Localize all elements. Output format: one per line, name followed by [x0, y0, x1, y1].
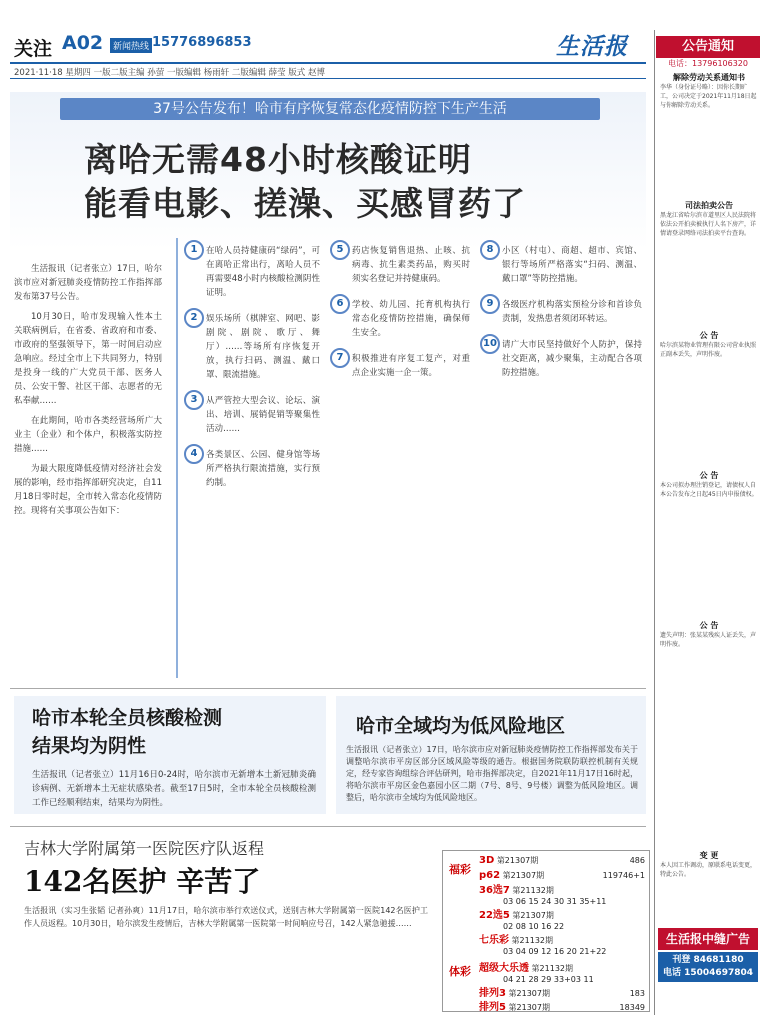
ads-footer-phone: 电话 15004697804 — [662, 968, 754, 978]
top-story-lead — [14, 262, 162, 524]
ad-heading: 公 告 — [699, 471, 719, 480]
top-story-kicker: 37号公告发布！哈市有序恢复常态化疫情防控下生产生活 — [60, 98, 600, 120]
lottery-row: 排列3 第21307期 183 — [479, 988, 645, 999]
story-jilin-headline: 142名医护 辛苦了 — [24, 865, 261, 898]
item-text: 小区（村屯）、商超、超市、宾馆、银行等场所严格落实“扫码、测温、戴口罩”等防控措施。 — [502, 246, 642, 284]
lottery-box — [442, 850, 650, 1012]
ad-heading: 公 告 — [699, 621, 719, 630]
ad-item — [660, 200, 758, 238]
item-number-badge: 8 — [480, 240, 500, 260]
item-number-badge: 4 — [184, 444, 204, 464]
ad-text: 哈尔滨某物业管理有限公司营业执照正副本丢失，声明作废。 — [660, 342, 757, 358]
ads-footer-contact — [658, 952, 758, 982]
item-text: 从严管控大型会议、论坛、演出、培训、展销促销等聚集性活动…… — [206, 396, 320, 434]
item-text: 娱乐场所（棋牌室、网吧、影剧院、剧院、歌厅、舞厅）……等场所有序恢复开放，执行扫码、测温、戴口罩、限流措施。 — [206, 314, 320, 380]
lead-paragraph: 为最大限度降低疫情对经济社会发展的影响，经市指挥部研究决定，自11月18日零时起，全市转入常态化疫情防控。现将有关事项公告如下： — [14, 464, 162, 516]
headline-line-1: 离哈无需48小时核酸证明 — [84, 140, 472, 179]
page-number: A02 — [62, 32, 104, 54]
sports-lottery-logo: 体彩 — [449, 965, 471, 978]
ad-item — [660, 72, 758, 110]
lead-paragraph: 在此期间，哈市各类经营场所广大业主（企业）和个体户，积极落实防控措施…… — [14, 416, 162, 454]
dateline: 2021·11·18 星期四 一版二版主编 孙萤 一版编辑 杨雨轩 二版编辑 薛莹 版式 赵博 — [14, 68, 325, 78]
lottery-row: 七乐彩 第21132期 — [479, 935, 553, 946]
story-jilin-body: 生活报讯（实习生张韬 记者孙爽）11月17日，哈尔滨市举行欢送仪式，送别吉林大学附属第一医院142名医护工作人员返程。10月30日，哈尔滨发生疫情后，吉林大学附属第一医院第一时间响应号召，142人紧急驰援…… — [24, 906, 428, 928]
ad-heading: 司法拍卖公告 — [685, 201, 733, 210]
item-text: 学校、幼儿园、托育机构执行常态化疫情防控措施，确保师生安全。 — [352, 300, 470, 338]
items-column-1 — [184, 240, 320, 498]
ads-phone: 电话：13796106320 — [668, 59, 748, 68]
lottery-row: 超级大乐透 第21132期 — [479, 963, 573, 974]
ad-item — [660, 470, 758, 499]
hotline-phone: 15776896853 — [152, 35, 252, 50]
ad-text: 李华（身份证号略）：因你长期旷工，公司决定于2021年11月18日起与你解除劳动关系。 — [660, 84, 757, 109]
lottery-row: p62 第21307期 119746+1 — [479, 870, 645, 881]
lottery-row: 22选5 第21307期 — [479, 910, 554, 921]
item-text: 请广大市民坚持做好个人防护，保持社交距离，减少聚集，主动配合各项防控措施。 — [502, 340, 642, 378]
item-text: 积极推进有序复工复产，对重点企业实施一企一策。 — [352, 354, 470, 378]
lottery-results — [479, 855, 645, 1013]
items-column-3 — [480, 240, 642, 388]
ad-item — [660, 850, 758, 879]
ad-item — [660, 330, 758, 359]
lottery-row: 3D 第21307期 486 — [479, 855, 645, 866]
item-number-badge: 6 — [330, 294, 350, 314]
lottery-row: 排列5 第21307期 18349 — [479, 1002, 645, 1013]
ads-footer-phone: 刊登 84681180 — [672, 955, 744, 965]
item-number-badge: 2 — [184, 308, 204, 328]
section-divider — [10, 826, 646, 827]
welfare-lottery-logo: 福彩 — [449, 863, 471, 876]
lottery-row: 36选7 第21132期 — [479, 885, 554, 896]
ad-heading: 公 告 — [699, 331, 719, 340]
lottery-numbers: 02 08 10 16 22 — [503, 922, 565, 931]
lead-paragraph: 生活报讯（记者张立）17日，哈尔滨市应对新冠肺炎疫情防控工作指挥部发布第37号公告。 — [14, 264, 162, 302]
item-text: 药店恢复销售退热、止咳、抗病毒、抗生素类药品，购买时须实名登记并持健康码。 — [352, 246, 470, 284]
ad-text: 本人因工作调动，原联系电话变更，特此公告。 — [660, 862, 757, 878]
headline-line-1: 哈市本轮全员核酸检测 — [32, 707, 223, 729]
section-title: 关注 — [14, 38, 53, 60]
hotline-label: 新闻热线 — [110, 38, 152, 53]
ads-title: 公告通知 — [656, 36, 760, 58]
ad-text: 黑龙江省哈尔滨市道里区人民法院将依法公开拍卖被执行人名下房产，详情请登录网络司法拍卖平台查询。 — [660, 212, 757, 237]
item-text: 各级医疗机构落实预检分诊和首诊负责制，发热患者须闭环转运。 — [502, 300, 642, 324]
item-text: 各类景区、公园、健身馆等场所严格执行限流措施，实行预约制。 — [206, 450, 320, 488]
lottery-numbers: 03 06 15 24 30 31 35+11 — [503, 897, 607, 906]
headline-line-2: 能看电影、搓澡、买感冒药了 — [84, 184, 526, 223]
ad-item — [660, 620, 758, 649]
ads-footer-title: 生活报中缝广告 — [658, 928, 758, 950]
masthead-rule-thin — [10, 78, 646, 79]
ad-text: 本公司拟办理注销登记，请债权人自本公告发布之日起45日内申报债权。 — [660, 482, 758, 498]
story-jilin-kicker: 吉林大学附属第一医院医疗队返程 — [24, 839, 265, 858]
item-number-badge: 9 — [480, 294, 500, 314]
items-column-2 — [330, 240, 470, 388]
item-number-badge: 10 — [480, 334, 500, 354]
headline-line-2: 结果均为阴性 — [32, 735, 147, 757]
item-number-badge: 3 — [184, 390, 204, 410]
section-divider — [10, 688, 646, 689]
story-lowrisk-body: 生活报讯（记者张立）17日，哈尔滨市应对新冠肺炎疫情防控工作指挥部发布关于调整哈尔滨市平房区部分区域风险等级的通告。根据国务院联防联控机制有关规定，经专家咨询组综合评估研判，哈市指挥部决定，自2021年11月17日16时起，将哈尔滨市平房区金色嘉园小区二期（7号、8号、9号楼）调整为低风险地区。调整后，哈尔滨市全域均为低风险地区。 — [346, 745, 638, 802]
story-nucleic-body: 生活报讯（记者张立）11月16日0-24时，哈尔滨市无新增本土新冠肺炎确诊病例、无新增本土无症状感染者。截至17日5时，全市本轮全员核酸检测工作已经顺利结束，结果均为阴性。 — [32, 770, 316, 808]
item-number-badge: 1 — [184, 240, 204, 260]
ad-text: 遗失声明：张某某残疾人证丢失，声明作废。 — [660, 632, 757, 648]
lottery-numbers: 03 04 09 12 16 20 21+22 — [503, 947, 607, 956]
item-number-badge: 7 — [330, 348, 350, 368]
newspaper-logo: 生活报 — [556, 33, 628, 60]
story-nucleic-headline — [32, 704, 312, 760]
lottery-numbers: 04 21 28 29 33+03 11 — [503, 975, 594, 984]
top-story-headline — [84, 138, 604, 226]
ad-heading: 变 更 — [699, 851, 719, 860]
item-number-badge: 5 — [330, 240, 350, 260]
item-text: 在哈人员持健康码“绿码”，可在离哈正常出行，离哈人员不再需要48小时内核酸检测阴性证明。 — [206, 246, 320, 298]
ad-heading: 解除劳动关系通知书 — [673, 73, 745, 82]
column-divider — [176, 238, 178, 678]
story-lowrisk-headline: 哈市全域均为低风险地区 — [356, 715, 566, 737]
lead-paragraph: 10月30日，哈市发现输入性本土关联病例后，在省委、省政府和市委、市政府的坚强领导下，第一时间启动应急响应。经过全市上下共同努力，特别是投身一线的广大党员干部、医务人员、公安干警、社区干部、志愿者的无私奉献…… — [14, 312, 162, 406]
masthead-rule — [10, 62, 646, 64]
